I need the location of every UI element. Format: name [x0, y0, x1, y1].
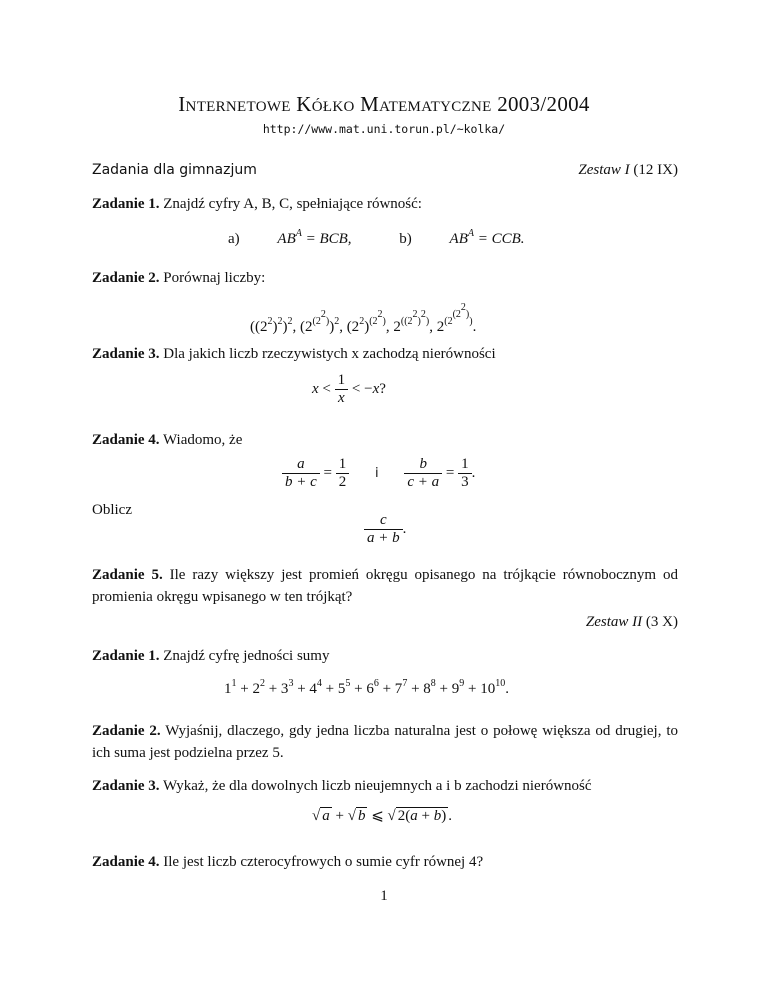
title-text: Internetowe Kółko Matematyczne — [178, 92, 492, 116]
document-title — [0, 92, 768, 117]
task-label: Zadanie 4. — [92, 432, 160, 448]
task-2-1-sum: $1^1 + 2^2 + 3^3 + 4^4 + 5^5 + 6^6 + 7^7 + 8^8 + 9^9 + 10^{10}$. — [224, 678, 509, 697]
task-label: Zadanie 3. — [92, 778, 160, 794]
task-1-4-compute: $\frac{c}{a + b}$ . — [364, 512, 406, 547]
task-text: Ile razy większy jest promień okręgu opisanego na trójkącie równobocznym od promienia okręgu wpisanego w ten trójkąt? — [92, 567, 679, 605]
set-name-1: Zestaw I — [578, 162, 630, 178]
task-label: Zadanie 1. — [92, 648, 160, 664]
task-2-3-inequality: √ a + √ b ⩽ √ 2(a + b) . — [312, 808, 452, 824]
task-text: Wyjaśnij, dlaczego, gdy jedna liczba naturalna jest o połowę większa od drugiej, to ich suma jest podzielna przez 5. — [92, 723, 679, 761]
task-text: Wiadomo, że — [163, 432, 243, 448]
task-text: Znajdź cyfrę jedności sumy — [163, 648, 330, 664]
task-label: Zadanie 2. — [92, 270, 160, 286]
task-2-1 — [92, 648, 678, 665]
task-text: Znajdź cyfry A, B, C, spełniające równość: — [163, 196, 422, 212]
task-1-3 — [92, 346, 678, 363]
task-1-2-expressions: $((2^2)^2)^2$, $(2^{(2^2)})^2$, $(2^2)^{(2^2)}$, $2^{((2^2)^2)}$, $2^{(2^{(2^2)})}$. — [250, 302, 477, 335]
set-date-1: (12 IX) — [633, 162, 678, 178]
task-1-3-inequality: x < $\frac{1}{x}$ < −x? — [312, 372, 386, 406]
task-label: Zadanie 2. — [92, 723, 161, 739]
task-label: Zadanie 5. — [92, 567, 163, 583]
compute-label: Oblicz — [92, 502, 132, 518]
set-date-2: (3 X) — [645, 614, 678, 630]
task-label: Zadanie 1. — [92, 196, 160, 212]
part-b-label: b) — [399, 231, 412, 247]
task-1-2 — [92, 270, 678, 287]
website-url: http://www.mat.uni.torun.pl/~kolka/ — [262, 122, 506, 136]
task-1-1-equations: a) $AB^A$ = BCB, b) $AB^A$ = CCB. — [228, 228, 525, 247]
task-1-4 — [92, 432, 678, 449]
task-label: Zadanie 3. — [92, 346, 160, 362]
task-text: Dla jakich liczb rzeczywistych x zachodzą nierówności — [163, 346, 496, 362]
task-text: Ile jest liczb czterocyfrowych o sumie cyfr równej 4? — [163, 854, 484, 870]
task-1-1 — [92, 196, 678, 213]
task-1-4-given: $\frac{a}{b + c}$ = $\frac{1}{2}$ i $\frac{b}{c + a}$ = $\frac{1}{3}$ . — [282, 456, 475, 491]
page-number: 1 — [380, 888, 388, 904]
task-2-2 — [92, 720, 678, 764]
task-text: Wykaż, że dla dowolnych liczb nieujemnych a i b zachodzi nierówność — [163, 778, 592, 794]
section-header-1 — [92, 162, 678, 179]
part-a-label: a) — [228, 231, 240, 247]
task-label: Zadanie 4. — [92, 854, 160, 870]
category-label: Zadania dla gimnazjum — [92, 162, 257, 178]
set-label-1 — [578, 162, 678, 179]
task-text: Porównaj liczby: — [163, 270, 266, 286]
task-2-3 — [92, 778, 678, 795]
set-name-2: Zestaw II — [585, 614, 643, 630]
task-2-4 — [92, 854, 678, 871]
title-year: 2003/2004 — [497, 92, 590, 116]
conjunction: i — [375, 465, 379, 481]
section-header-2 — [92, 614, 678, 631]
task-1-5 — [92, 564, 678, 608]
